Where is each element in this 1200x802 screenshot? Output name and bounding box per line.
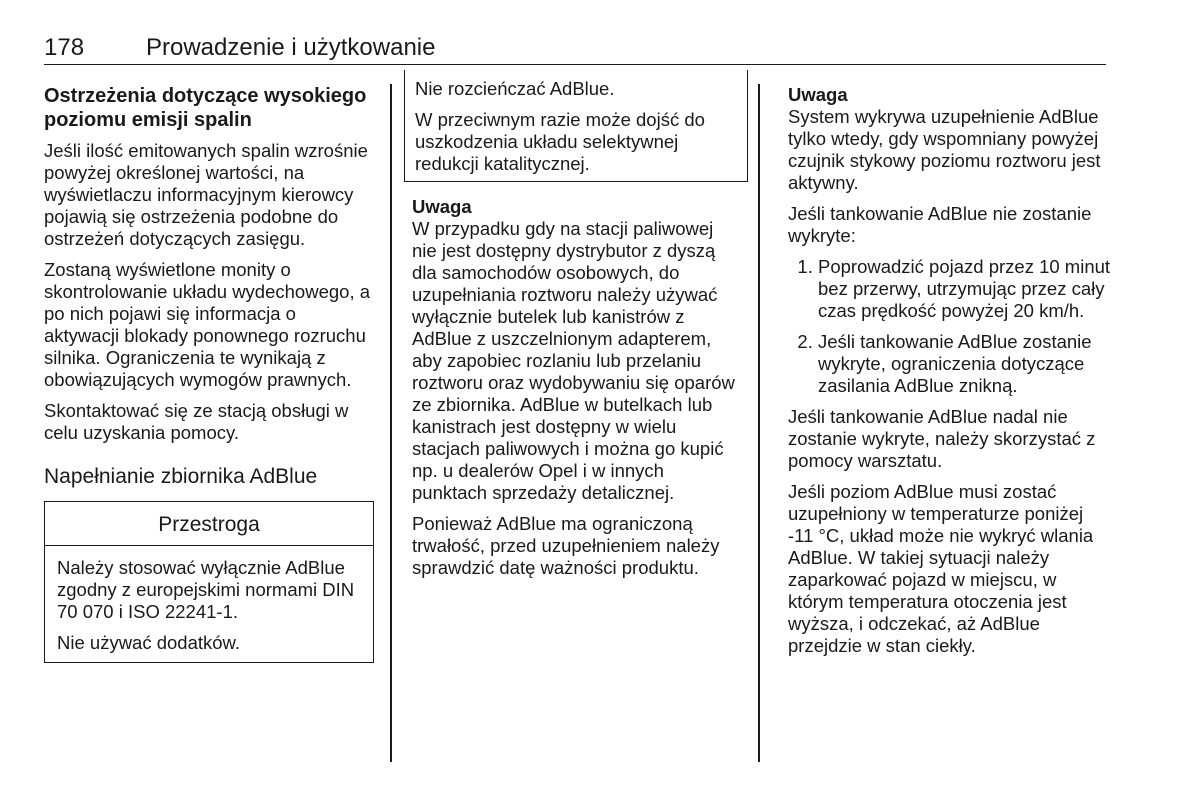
paragraph: Jeśli tankowanie AdBlue nie zostanie wykryte:	[788, 203, 1092, 246]
caution-title: Przestroga	[45, 502, 373, 546]
paragraph: Jeśli tankowanie AdBlue nadal nie zostanie wykryte, należy skorzystać z pomocy warsztatu.	[788, 406, 1096, 471]
steps-list	[788, 256, 1113, 397]
caution-box	[44, 501, 374, 663]
list-item: 1. Poprowadzić pojazd przez 10 minut bez przerwy, utrzymując przez cały czas prędkość powyżej 20 km/h.	[818, 256, 1113, 322]
column-1	[44, 84, 374, 663]
caution-paragraph: Należy stosować wyłącznie AdBlue zgodny z europejskimi normami DIN 70 070 i ISO 22241-1.	[57, 557, 355, 622]
caution-paragraph: W przeciwnym razie może dojść do uszkodzenia układu selektywnej redukcji katalitycznej.	[415, 109, 705, 174]
note-paragraph: System wykrywa uzupełnienie AdBlue tylko wtedy, gdy wspomniany powyżej czujnik stykowy poziomu roztworu jest aktywny.	[788, 106, 1101, 193]
paragraph: Skontaktować się ze stacją obsługi w celu uzyskania pomocy.	[44, 400, 349, 443]
column-divider	[758, 84, 760, 762]
note-title: Uwaga	[788, 84, 848, 105]
page-title: Prowadzenie i użytkowanie	[146, 34, 436, 61]
caution-box-continued	[404, 70, 748, 182]
page-header	[44, 30, 1106, 65]
paragraph: Jeśli poziom AdBlue musi zostać uzupełniony w temperaturze poniżej -11 °C, układ może nie wykryć wlania AdBlue. W takiej sytuacji należy zaparkować pojazd w miejscu, w którym temperatura otoczenia jest wyższa, i odczekać, aż AdBlue przejdzie w stan ciekły.	[788, 481, 1094, 656]
list-item: 2. Jeśli tankowanie AdBlue zostanie wykryte, ograniczenia dotyczące zasilania AdBlue znikną.	[818, 331, 1113, 397]
paragraph: Zostaną wyświetlone monity o skontrolowanie układu wydechowego, a po nich pojawi się informacja o aktywacji blokady ponownego rozruchu silnika. Ograniczenia te wynikają z obowiązujących wymogów prawnych.	[44, 259, 371, 390]
note-paragraph: W przypadku gdy na stacji paliwowej nie jest dostępny dystrybutor z dyszą dla samochodów osobowych, do uzupełniania roztworu należy używać wyłącznie butelek lub kanistrów z AdBlue z uszczelnionym adapterem, aby zapobiec rozlaniu lub przelaniu roztworu oraz wydobywaniu się oparów ze zbiornika. AdBlue w butelkach lub kanistrach jest dostępny w wielu stacjach paliwowych i można go kupić np. u dealerów Opel i w innych punktach sprzedaży detalicznej.	[412, 218, 735, 503]
paragraph: Jeśli ilość emitowanych spalin wzrośnie powyżej określonej wartości, na wyświetlaczu informacyjnym kierowcy pojawią się ostrzeżenia podobne do ostrzeżeń dotyczących zasięgu.	[44, 140, 368, 249]
section-title-emissions: Ostrzeżenia dotyczące wysokiego poziomu emisji spalin	[44, 85, 367, 131]
section-title-adblue-filling: Napełnianie zbiornika AdBlue	[44, 465, 318, 488]
column-3	[788, 84, 1113, 666]
column-2	[412, 78, 742, 588]
note-title: Uwaga	[412, 196, 472, 217]
caution-paragraph: Nie używać dodatków.	[57, 632, 241, 653]
page-number: 178	[44, 34, 85, 61]
caution-paragraph: Nie rozcieńczać AdBlue.	[415, 78, 615, 99]
column-divider	[390, 84, 392, 762]
paragraph: Ponieważ AdBlue ma ograniczoną trwałość, przed uzupełnieniem należy sprawdzić datę ważności produktu.	[412, 513, 720, 578]
